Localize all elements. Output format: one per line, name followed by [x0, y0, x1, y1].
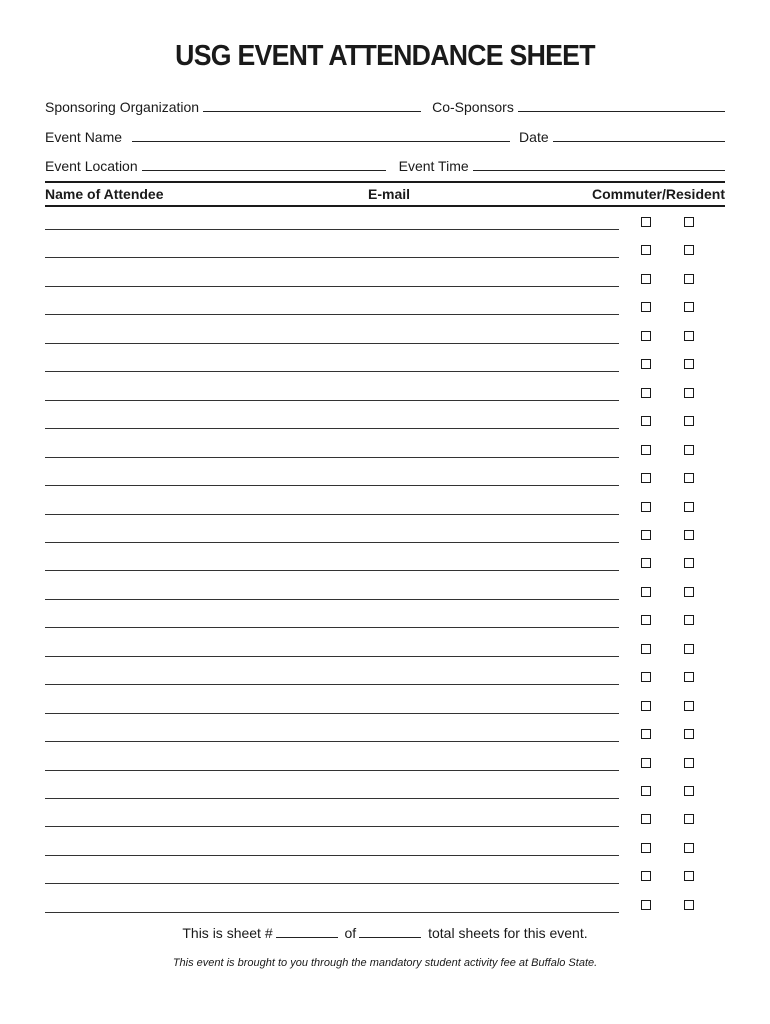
- resident-checkbox[interactable]: [684, 274, 694, 284]
- event-location-label: Event Location: [45, 158, 138, 174]
- resident-checkbox[interactable]: [684, 217, 694, 227]
- sheet-number-label: This is sheet #: [182, 925, 273, 941]
- commuter-checkbox[interactable]: [641, 445, 651, 455]
- resident-checkbox[interactable]: [684, 701, 694, 711]
- resident-checkbox[interactable]: [684, 843, 694, 853]
- header-bottom-rule: [45, 205, 725, 207]
- of-label: of: [344, 925, 357, 941]
- attendee-entry-line[interactable]: [45, 656, 619, 657]
- date-label: Date: [519, 129, 549, 145]
- sheet-title: USG EVENT ATTENDANCE SHEET: [175, 40, 595, 72]
- resident-checkbox[interactable]: [684, 359, 694, 369]
- resident-checkbox[interactable]: [684, 729, 694, 739]
- attendee-entry-line[interactable]: [45, 485, 619, 486]
- commuter-checkbox[interactable]: [641, 359, 651, 369]
- commuter-checkbox[interactable]: [641, 302, 651, 312]
- resident-checkbox[interactable]: [684, 502, 694, 512]
- attendee-entry-line[interactable]: [45, 314, 619, 315]
- commuter-checkbox[interactable]: [641, 558, 651, 568]
- resident-checkbox[interactable]: [684, 388, 694, 398]
- resident-checkbox[interactable]: [684, 871, 694, 881]
- resident-checkbox[interactable]: [684, 758, 694, 768]
- resident-checkbox[interactable]: [684, 786, 694, 796]
- header-top-rule: [45, 181, 725, 183]
- sheet-count-line: [0, 925, 770, 941]
- resident-checkbox[interactable]: [684, 644, 694, 654]
- resident-checkbox[interactable]: [684, 473, 694, 483]
- attendee-entry-line[interactable]: [45, 343, 619, 344]
- attendee-entry-line[interactable]: [45, 257, 619, 258]
- attendee-entry-line[interactable]: [45, 826, 619, 827]
- attendee-entry-line[interactable]: [45, 400, 619, 401]
- attendee-entry-line[interactable]: [45, 457, 619, 458]
- commuter-checkbox[interactable]: [641, 672, 651, 682]
- attendee-entry-line[interactable]: [45, 599, 619, 600]
- event-location-field[interactable]: [142, 157, 386, 171]
- commuter-checkbox[interactable]: [641, 701, 651, 711]
- event-time-label: Event Time: [398, 158, 469, 174]
- resident-checkbox[interactable]: [684, 302, 694, 312]
- resident-checkbox[interactable]: [684, 331, 694, 341]
- resident-checkbox[interactable]: [684, 587, 694, 597]
- commuter-checkbox[interactable]: [641, 758, 651, 768]
- column-header-name: Name of Attendee: [45, 186, 164, 202]
- total-sheets-label: total sheets for this event.: [428, 925, 588, 941]
- field-row-location: [45, 154, 725, 174]
- attendee-entry-line[interactable]: [45, 542, 619, 543]
- resident-checkbox[interactable]: [684, 900, 694, 910]
- attendee-entry-line[interactable]: [45, 798, 619, 799]
- commuter-checkbox[interactable]: [641, 274, 651, 284]
- commuter-checkbox[interactable]: [641, 502, 651, 512]
- co-sponsors-field[interactable]: [518, 98, 725, 112]
- commuter-checkbox[interactable]: [641, 416, 651, 426]
- resident-checkbox[interactable]: [684, 530, 694, 540]
- attendee-entry-line[interactable]: [45, 770, 619, 771]
- sheet-number-field[interactable]: [276, 925, 338, 938]
- attendee-entry-line[interactable]: [45, 912, 619, 913]
- sponsoring-organization-label: Sponsoring Organization: [45, 99, 200, 115]
- resident-checkbox[interactable]: [684, 814, 694, 824]
- resident-checkbox[interactable]: [684, 245, 694, 255]
- column-header-email: E-mail: [368, 186, 411, 202]
- commuter-checkbox[interactable]: [641, 814, 651, 824]
- commuter-checkbox[interactable]: [641, 900, 651, 910]
- attendee-entry-line[interactable]: [45, 371, 619, 372]
- event-name-label: Event Name: [45, 129, 123, 145]
- commuter-checkbox[interactable]: [641, 587, 651, 597]
- commuter-checkbox[interactable]: [641, 473, 651, 483]
- attendee-entry-line[interactable]: [45, 229, 619, 230]
- column-header-status: Commuter/Resident: [591, 186, 725, 202]
- attendee-entry-line[interactable]: [45, 741, 619, 742]
- resident-checkbox[interactable]: [684, 416, 694, 426]
- funding-note: This event is brought to you through the mandatory student activity fee at Buffalo State.: [172, 957, 598, 969]
- event-time-field[interactable]: [473, 157, 725, 171]
- sponsoring-organization-field[interactable]: [203, 98, 421, 112]
- commuter-checkbox[interactable]: [641, 615, 651, 625]
- event-name-field[interactable]: [132, 128, 510, 142]
- commuter-checkbox[interactable]: [641, 530, 651, 540]
- attendee-entry-line[interactable]: [45, 855, 619, 856]
- attendee-entry-line[interactable]: [45, 570, 619, 571]
- commuter-checkbox[interactable]: [641, 786, 651, 796]
- field-row-organization: [45, 95, 725, 115]
- total-sheets-field[interactable]: [359, 925, 421, 938]
- commuter-checkbox[interactable]: [641, 388, 651, 398]
- date-field[interactable]: [553, 128, 725, 142]
- attendee-entry-line[interactable]: [45, 713, 619, 714]
- commuter-checkbox[interactable]: [641, 871, 651, 881]
- commuter-checkbox[interactable]: [641, 245, 651, 255]
- commuter-checkbox[interactable]: [641, 729, 651, 739]
- attendee-entry-line[interactable]: [45, 883, 619, 884]
- resident-checkbox[interactable]: [684, 615, 694, 625]
- resident-checkbox[interactable]: [684, 672, 694, 682]
- attendee-entry-line[interactable]: [45, 428, 619, 429]
- commuter-checkbox[interactable]: [641, 644, 651, 654]
- commuter-checkbox[interactable]: [641, 217, 651, 227]
- attendee-entry-line[interactable]: [45, 286, 619, 287]
- attendee-entry-line[interactable]: [45, 627, 619, 628]
- resident-checkbox[interactable]: [684, 558, 694, 568]
- co-sponsors-label: Co-Sponsors: [432, 99, 514, 115]
- field-row-event-name: [45, 125, 725, 145]
- attendee-entry-line[interactable]: [45, 514, 619, 515]
- resident-checkbox[interactable]: [684, 445, 694, 455]
- attendee-entry-line[interactable]: [45, 684, 619, 685]
- commuter-checkbox[interactable]: [641, 331, 651, 341]
- commuter-checkbox[interactable]: [641, 843, 651, 853]
